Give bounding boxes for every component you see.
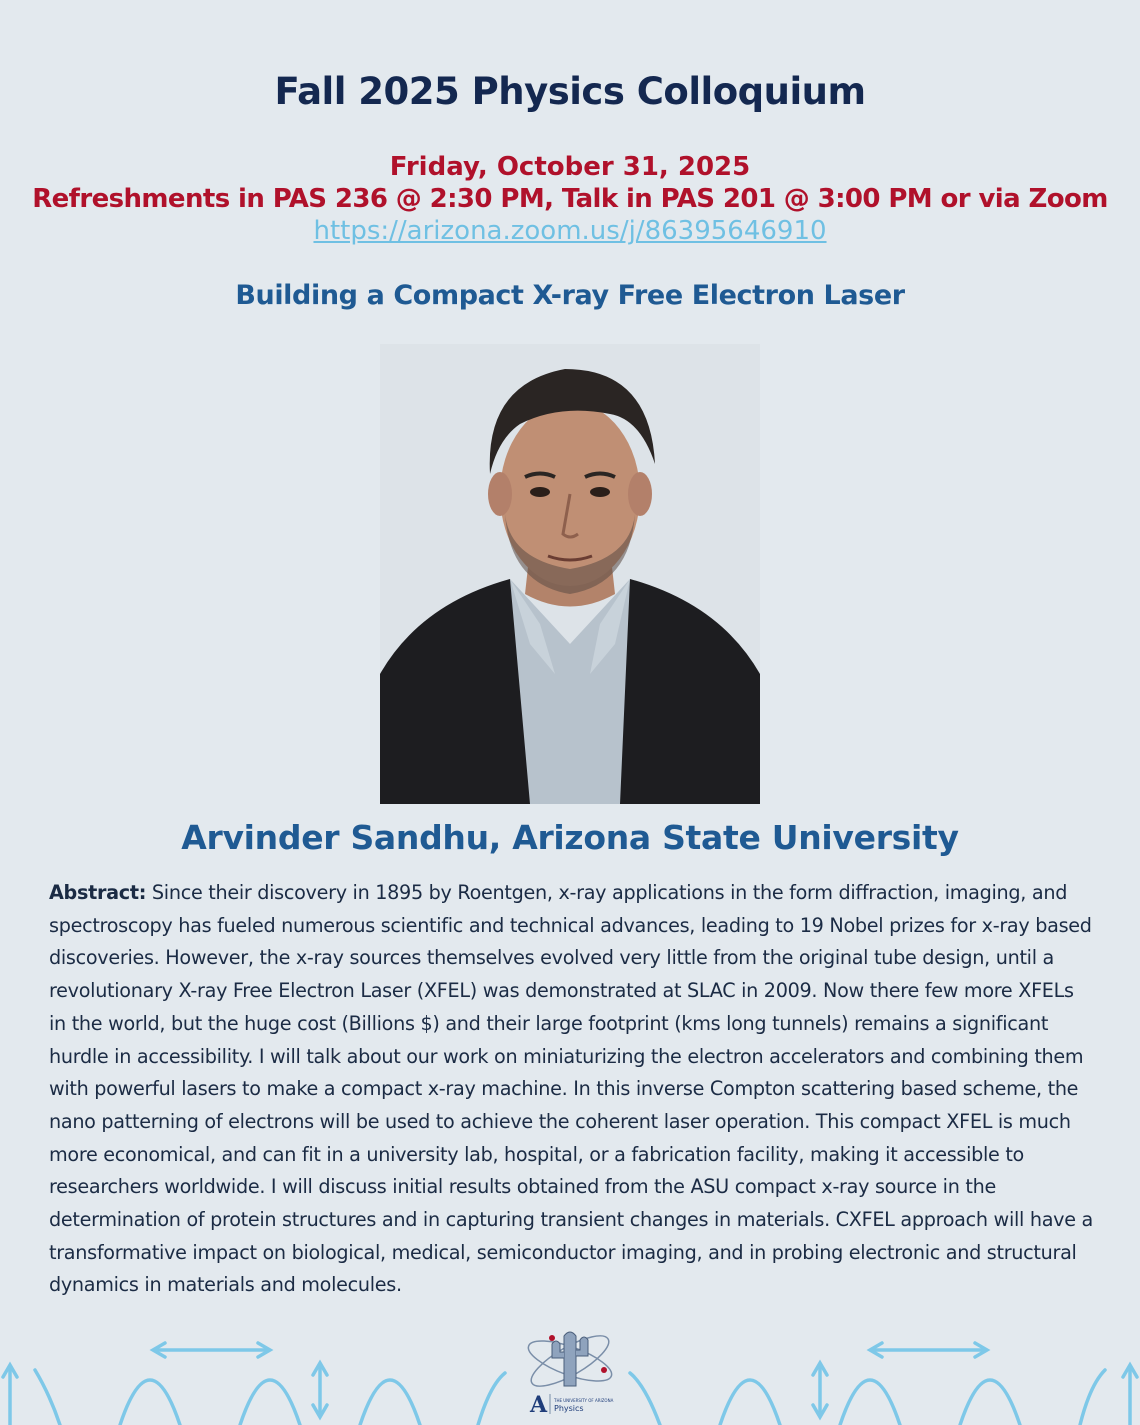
page-title: Fall 2025 Physics Colloquium <box>274 70 866 113</box>
talk-title: Building a Compact X-ray Free Electron Laser <box>235 280 905 311</box>
speaker-photo <box>380 344 760 804</box>
event-logistics: Refreshments in PAS 236 @ 2:30 PM, Talk in PAS 201 @ 3:00 PM or via Zoom <box>32 184 1108 214</box>
zoom-link[interactable]: https://arizona.zoom.us/j/86395646910 <box>313 216 827 246</box>
abstract-label: Abstract: <box>49 881 147 904</box>
event-date: Friday, October 31, 2025 <box>389 152 751 182</box>
logo-letter: A <box>530 1392 548 1418</box>
speaker-portrait-image <box>380 344 760 804</box>
zoom-link-container <box>0 216 1140 246</box>
speaker-name: Arvinder Sandhu, Arizona State University <box>181 818 959 857</box>
abstract-paragraph <box>49 877 1095 1302</box>
university-physics-logo <box>522 1326 622 1418</box>
abstract-text: Since their discovery in 1895 by Roentgen, x-ray applications in the form diffraction, imaging, and spectroscopy has fueled numerous scientific and technical advances, leading to 19 Nobel prizes for x-ray based discoveries. However, the x-ray sources themselves evolved very little from the original tube design, until a revolutionary X-ray Free Electron Laser (XFEL) was demonstrated at SLAC in 2009. Now there few more XFELs in the world, but the huge cost (Billions $) and their large footprint (kms long tunnels) remains a significant hurdle in accessibility. I will talk about our work on miniaturizing the electron accelerators and combining them with powerful lasers to make a compact x-ray machine. In this inverse Compton scattering based scheme, the nano patterning of electrons will be used to achieve the coherent laser operation. This compact XFEL is much more economical, and can fit in a university lab, hospital, or a fabrication facility, making it accessible to researchers worldwide. I will discuss initial results obtained from the ASU compact x-ray source in the determination of protein structures and in capturing transient changes in materials. CXFEL approach will have a transformative impact on biological, medical, semiconductor imaging, and in probing electronic and structural dynamics in materials and molecules. <box>49 881 1093 1297</box>
logo-line1: THE UNIVERSITY OF ARIZONA <box>554 1398 614 1403</box>
logo-line2: Physics <box>554 1404 584 1413</box>
